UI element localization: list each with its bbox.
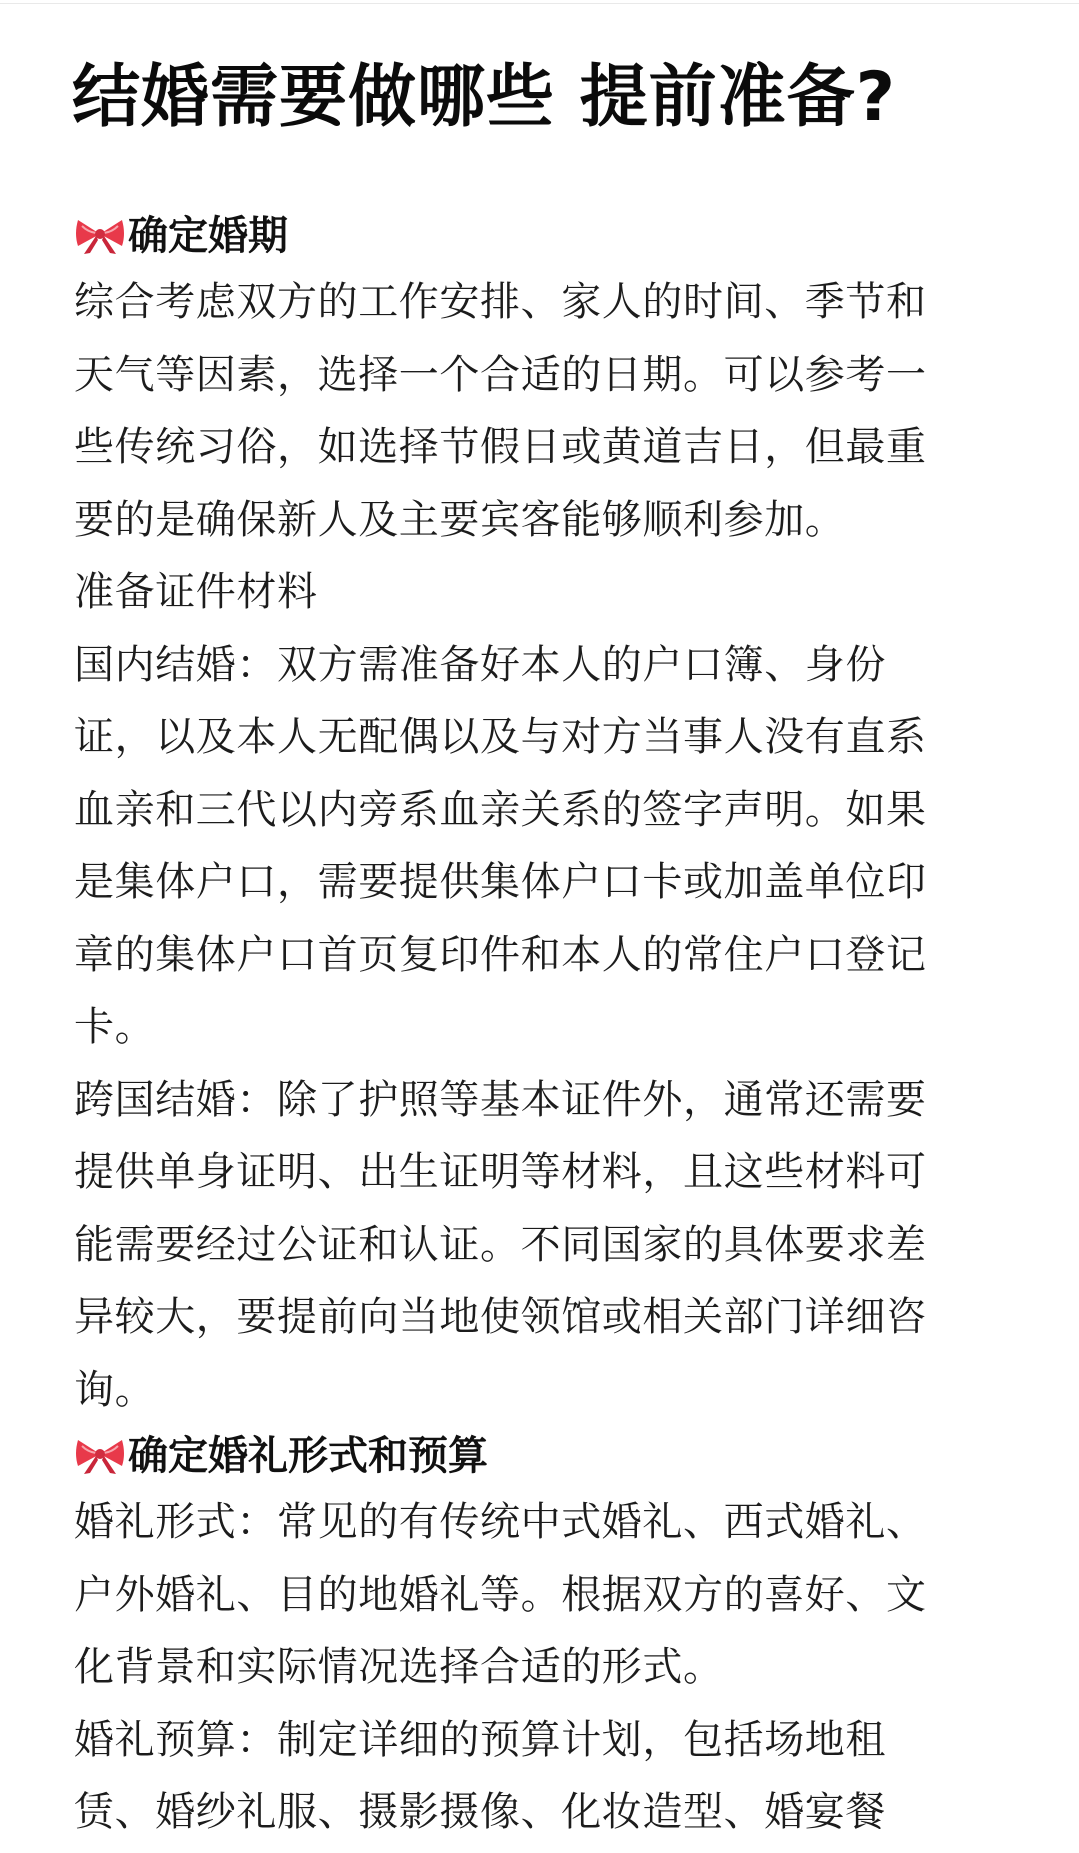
section-heading-wedding-form-budget bbox=[74, 1426, 1004, 1486]
paragraph-international-marriage: 跨国结婚：除了护照等基本证件外，通常还需要 提供单身证明、出生证明等材料，且这些材料可 能需要经过公证和认证。不同国家的具体要求差 异较大，要提前向当地使领馆或相关部门详细咨 询。 bbox=[74, 1076, 927, 1413]
paragraph-wedding-form: 婚礼形式：常见的有传统中式婚礼、西式婚礼、 户外婚礼、目的地婚礼等。根据双方的喜好、文 化背景和实际情况选择合适的形式。 bbox=[74, 1499, 927, 1690]
paragraph-documents-heading: 准备证件材料 bbox=[74, 569, 318, 615]
top-divider bbox=[0, 3, 1079, 4]
section-heading-text: 确定婚期 bbox=[128, 213, 288, 259]
section-heading-wedding-date bbox=[74, 206, 1004, 266]
article-content bbox=[74, 206, 1004, 1849]
ribbon-bow-icon bbox=[74, 1436, 126, 1476]
paragraph-wedding-date: 综合考虑双方的工作安排、家人的时间、季节和 天气等因素，选择一个合适的日期。可以参考一 些传统习俗，如选择节假日或黄道吉日，但最重 要的是确保新人及主要宾客能够顺利参加。 bbox=[74, 279, 927, 543]
paragraph-domestic-marriage: 国内结婚：双方需准备好本人的户口簿、身份 证，以及本人无配偶以及与对方当事人没有直系 血亲和三代以内旁系血亲关系的签字声明。如果 是集体户口，需要提供集体户口卡或加盖单位印 章的集体户口首页复印件和本人的常住户口登记 卡。 bbox=[74, 641, 927, 1050]
paragraph-wedding-budget: 婚礼预算：制定详细的预算计划，包括场地租 赁、婚纱礼服、摄影摄像、化妆造型、婚宴餐 bbox=[74, 1716, 886, 1835]
section-heading-text: 确定婚礼形式和预算 bbox=[128, 1433, 488, 1479]
ribbon-bow-icon bbox=[74, 216, 126, 256]
article-title: 结婚需要做哪些 提前准备? bbox=[72, 58, 897, 137]
